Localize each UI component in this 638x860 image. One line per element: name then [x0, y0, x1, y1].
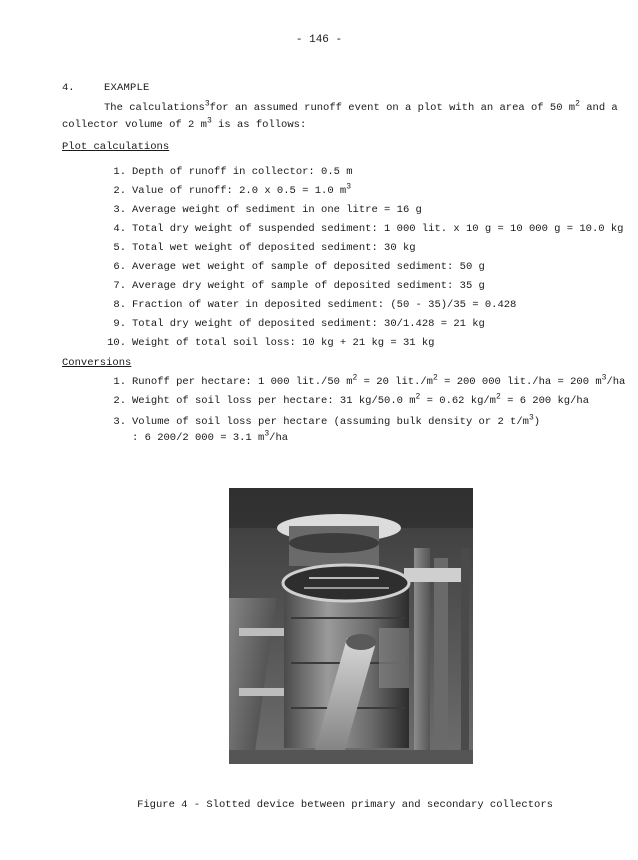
figure-caption: Figure 4 - Slotted device between primary and secondary collectors [137, 799, 553, 811]
plot-calculations-heading: Plot calculations [62, 141, 170, 153]
list-item: 1. Depth of runoff in collector: 0.5 m [113, 166, 353, 178]
list-item: 7. Average dry weight of sample of deposited sediment: 35 g [113, 280, 485, 292]
list-item: 5. Total wet weight of deposited sediment: 30 kg [113, 242, 416, 254]
list-item: 3. Volume of soil loss per hectare (assuming bulk density or 2 $t/m^3$) : 6 200/2 000 = 3.1 $m^3/ha$ [113, 413, 541, 444]
intro-paragraph [62, 100, 622, 134]
conversions-heading: Conversions [62, 357, 132, 369]
list-item: 2. Value of runoff: 2.0 x 0.5 = 1.0 $m^3$ [113, 182, 352, 197]
list-item: 10. Weight of total soil loss: 10 kg + 21 kg = 31 kg [107, 337, 435, 349]
section-title: EXAMPLE [104, 82, 150, 94]
list-item: 9. Total dry weight of deposited sediment: 30/1.428 = 21 kg [113, 318, 485, 330]
list-item: 2. Weight of soil loss per hectare: 31 kg/50.0 $m^2 = 0.62$ $kg/m^2 = 6$ 200 kg/ha [113, 392, 590, 407]
list-item: 6. Average wet weight of sample of deposited sediment: 50 g [113, 261, 485, 273]
list-item: 1. Runoff per hectare: 1 000 lit./50 $m^2 = 20$ $lit./m^2 = 200$ 000 lit./ha = 200 $m^3/ha$ [113, 373, 626, 388]
figure-4-photo [229, 488, 473, 764]
page-number: - 146 - [295, 34, 343, 46]
intro-line-1: The calculations$^3$for an assumed runoff event on a plot with an area of 50 $m^2$ and a [104, 99, 618, 114]
list-item: 8. Fraction of water in deposited sediment: (50 - 35)/35 = 0.428 [113, 299, 517, 311]
list-item: 3. Average weight of sediment in one litre = 16 g [113, 204, 422, 216]
section-number: 4. [62, 82, 75, 94]
list-item: 4. Total dry weight of suspended sediment: 1 000 lit. x 10 g = 10 000 g = 10.0 kg [113, 223, 624, 235]
conversions-list [106, 373, 625, 448]
plot-calculations-list [106, 163, 623, 353]
intro-line-2: collector volume of 2 $m^3$ is as follows: [62, 116, 307, 131]
